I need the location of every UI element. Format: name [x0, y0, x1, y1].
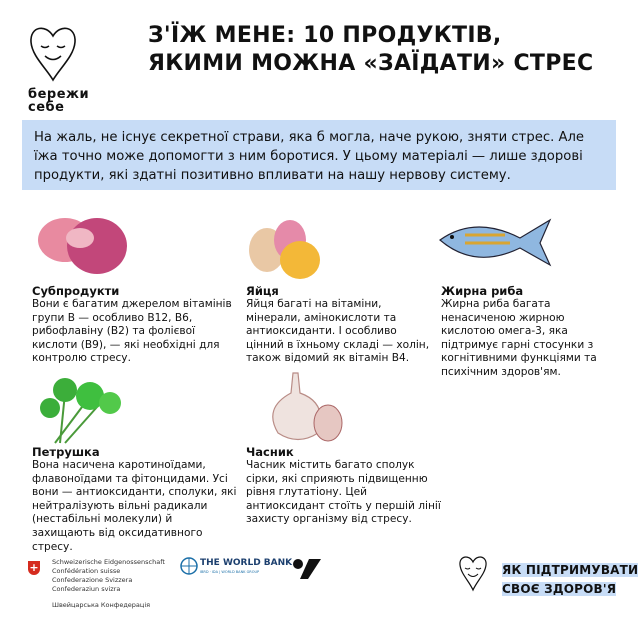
swiss-line: Confédération suisse: [52, 567, 121, 575]
cta-line1: ЯК ПІДТРИМУВАТИ: [502, 563, 639, 577]
fish-illustration: [435, 210, 555, 275]
item-text: Жирна риба багата ненасиченою жирною кислотою омега-3, яка підтримує гарні стосунки з когнітивними функціями та психічним здоров'ям.: [441, 298, 597, 378]
swiss-logo-text: [52, 558, 165, 594]
health-link[interactable]: [502, 559, 638, 597]
heart-face-icon: [28, 24, 78, 82]
intro-text: На жаль, не існує секретної страви, яка б могла, наче рукою, зняти стрес. Але їжа точно може допомогти з ним боротися. У цьому матеріалі — лише здорові продукти, які здатні позитивно впливати на нашу нервову систему.: [22, 120, 616, 190]
item-title: Петрушка: [32, 445, 100, 459]
item-garlic: [246, 446, 446, 527]
worldbank-sub: IBRD · IDA | WORLD BANK GROUP: [200, 570, 260, 574]
heart-face-icon: [458, 554, 488, 592]
parsley-illustration: [35, 368, 130, 448]
title-line2: ЯКИМИ МОЖНА «ЗАЇДАТИ» СТРЕС: [148, 51, 594, 76]
swiss-line: Confederaziun svizra: [52, 585, 121, 593]
brand-mark-icon: [292, 557, 322, 581]
logo-text-line2: себе: [28, 100, 65, 115]
garlic-illustration: [258, 368, 348, 448]
eggs-illustration: [245, 215, 330, 285]
globe-icon: [180, 557, 198, 575]
item-title: Жирна риба: [441, 284, 524, 298]
item-text: Вона насичена каротиноїдами, флавоноїдами та фітонцидами. Усі вони — антиоксиданти, сполуки, які нейтралізують вільні радикали (нестабільні молекули) й захищають від оксидативного стресу.: [32, 459, 237, 553]
worldbank-logo-text: THE WORLD BANK: [200, 558, 293, 568]
item-offal: [32, 285, 232, 366]
item-eggs: [246, 285, 436, 366]
item-text: Яйця багаті на вітаміни, мінерали, амінокислоти та антиоксиданти. І особливо цінний в їхньому складі — холін, також відомий як вітамін В4.: [246, 298, 430, 365]
item-fish: [441, 285, 616, 380]
offal-illustration: [35, 208, 135, 283]
item-text: Вони є багатим джерелом вітамінів групи В — особливо В12, В6, рибофлавіну (В2) та фолієвої кислоти (В9), — які необхідні для контролю стресу.: [32, 298, 232, 365]
item-parsley: [32, 446, 237, 554]
swiss-ua-text: Швейцарська Конфедерація: [52, 601, 151, 609]
item-text: Часник містить багато сполук сірки, які сприяють підвищенню рівня глутатіону. Цей антиоксидант стоїть у першій лінії захисту організму від стресу.: [246, 459, 441, 526]
item-title: Часник: [246, 445, 294, 459]
brand-logo: [28, 24, 89, 114]
title-line1: З'ЇЖ МЕНЕ: 10 ПРОДУКТІВ,: [148, 23, 502, 48]
item-title: Яйця: [246, 284, 279, 298]
swiss-cross-icon: +: [29, 561, 39, 574]
swiss-line: Confederazione Svizzera: [52, 576, 133, 584]
logo-text: [28, 88, 89, 114]
cta-line2: СВОЄ ЗДОРОВ'Я: [502, 582, 617, 596]
item-title: Субпродукти: [32, 284, 120, 298]
logo-text-line1: бережи: [28, 87, 90, 102]
swiss-line: Schweizerische Eidgenossenschaft: [52, 558, 165, 566]
page-title: [148, 22, 593, 78]
